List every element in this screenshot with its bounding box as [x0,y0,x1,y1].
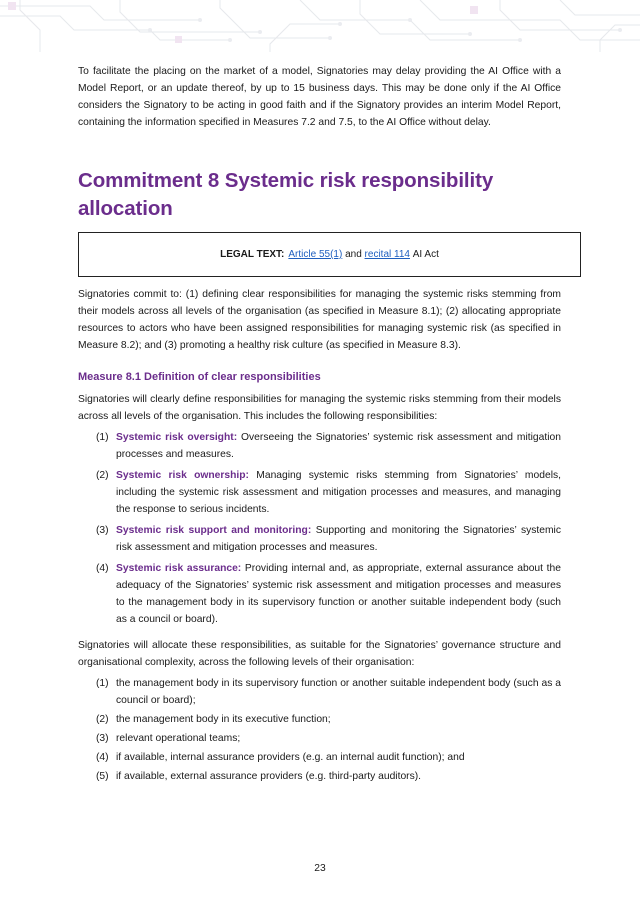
responsibility-text: Providing internal and, as appropriate, external assurance about the adequacy of the Signatories’ systemic risk assessment and mitigation processes and measures to the management body in its supervisory function or another suitable independent body (such as a council or board). [116,563,561,625]
list-item [78,749,561,766]
legal-text-box [78,232,581,277]
article-55-link[interactable]: Article 55(1) [288,249,343,260]
list-item-number: (2) [96,714,109,725]
list-item-number: (4) [96,563,109,574]
list-item [78,711,561,728]
legal-text-suffix: AI Act [412,249,439,260]
list-item [78,429,561,463]
responsibility-term: Systemic risk support and monitoring: [116,525,312,536]
responsibility-term: Systemic risk assurance: [116,563,242,574]
list-item-number: (3) [96,733,109,744]
legal-text-label: LEGAL TEXT: [220,249,285,260]
list-item-number: (4) [96,752,109,763]
legal-and-word: and [345,249,362,260]
responsibilities-list [78,429,561,628]
responsibility-text: Managing systemic risks stemming from Signatories’ models, including the systemic risk assessment and mitigation processes and measures, and managing the response to serious incidents. [116,470,561,515]
list-item [78,730,561,747]
level-text: the management body in its executive function; [116,714,331,725]
measure-paragraph: Signatories will clearly define responsibilities for managing the systemic risks stemming from their models across all levels of the organisation. This includes the following responsibilities: [78,394,561,422]
organisation-levels-list [78,675,561,785]
level-text: the management body in its supervisory function or another suitable independent body (such as a council or board); [116,678,561,706]
allocation-paragraph: Signatories will allocate these responsibilities, as suitable for the Signatories’ governance structure and organisational complexity, across the following levels of their organisation: [78,640,561,668]
list-item [78,560,561,628]
responsibility-term: Systemic risk oversight: [116,432,238,443]
list-item-number: (1) [96,432,109,443]
recital-114-link[interactable]: recital 114 [364,249,410,260]
level-text: if available, internal assurance providers (e.g. an internal audit function); and [116,752,465,763]
list-item [78,675,561,709]
intro-paragraph: To facilitate the placing on the market of a model, Signatories may delay providing the AI Office with a Model Report, or an update thereof, by up to 15 business days. This may be done only if the AI Office considers the Signatory to be acting in good faith and if the Signatory provides an interim Model Report, containing the information specified in Measures 7.2 and 7.5, to the AI Office without delay. [78,66,561,128]
list-item-number: (2) [96,470,109,481]
responsibility-text: Overseeing the Signatories’ systemic risk assessment and mitigation processes and measures. [116,432,561,460]
list-item [78,768,561,785]
list-item-number: (1) [96,678,109,689]
level-text: if available, external assurance providers (e.g. third-party auditors). [116,771,422,782]
list-item [78,522,561,556]
level-text: relevant operational teams; [116,733,241,744]
page-number: 23 [314,863,326,874]
responsibility-term: Systemic risk ownership: [116,470,249,481]
responsibility-text: Supporting and monitoring the Signatories’ systemic risk assessment and mitigation processes and measures. [116,525,561,553]
list-item-number: (5) [96,771,109,782]
measure-heading: Measure 8.1 Definition of clear responsibilities [78,371,321,383]
list-item [78,467,561,518]
commitment-paragraph: Signatories commit to: (1) defining clear responsibilities for managing the systemic risks stemming from their models across all levels of the organisation (as specified in Measure 8.1); (2) allocating appropriate resources to actors who have been assigned responsibilities for managing systemic risk (as specified in Measure 8.2); and (3) promoting a healthy risk culture (as specified in Measure 8.3). [78,289,561,351]
circuit-header-decoration [0,0,640,52]
list-item-number: (3) [96,525,109,536]
commitment-heading: Commitment 8 Systemic risk responsibility allocation [78,169,494,220]
main-content [78,63,561,787]
